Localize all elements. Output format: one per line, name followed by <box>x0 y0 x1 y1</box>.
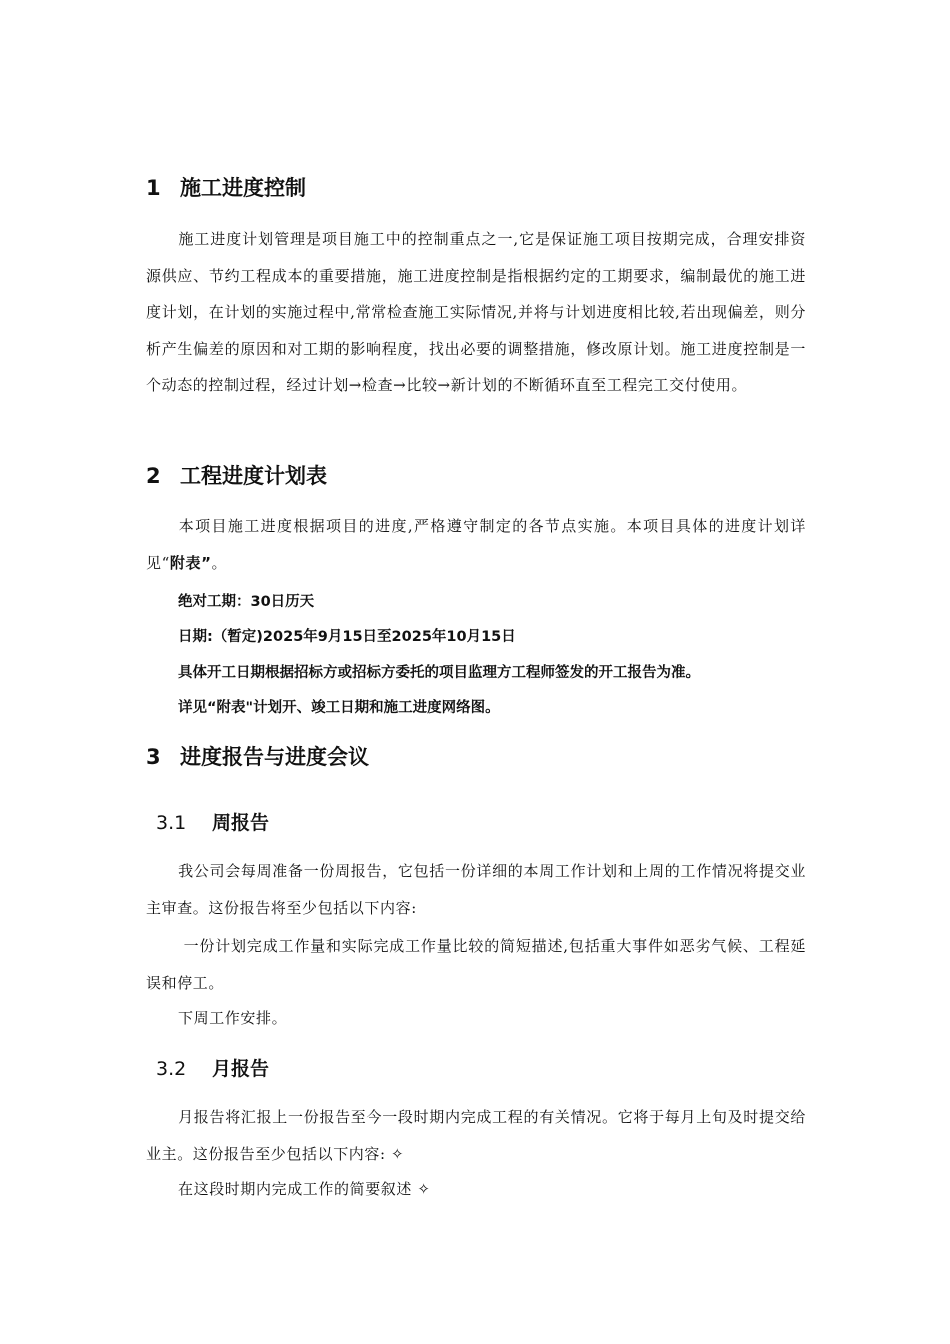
paragraph-text: 下周工作安排。 <box>178 1009 288 1027</box>
section-title: 工程进度计划表 <box>180 464 327 488</box>
section-title: 进度报告与进度会议 <box>180 745 369 769</box>
subsection-heading-3-1 <box>156 808 269 835</box>
paragraph-text: 我公司会每周准备一份周报告，它包括一份详细的本周工作计划和上周的工作情况将提交业主审查。这份报告将至少包括以下内容: <box>146 862 806 917</box>
paragraph-text: 一份计划完成工作量和实际完成工作量比较的简短描述,包括重大事件如恶劣气候、工程延误和停工。 <box>146 937 806 992</box>
paragraph-text: 施工进度计划管理是项目施工中的控制重点之一,它是保证施工项目按期完成，合理安排资源供应、节约工程成本的重要措施，施工进度控制是指根据约定的工期要求，编制最优的施工进度计划，在计划的实施过程中,常常检查施工实际情况,并将与计划进度相比较,若出现偏差，则分析产生偏差的原因和对工期的影响程度，找出必要的调整措施，修改原计划。施工进度控制是一个动态的控制过程，经过计划→检查→比较→新计划的不断循环直至工程完工交付使用。 <box>146 230 806 394</box>
subsection-title: 周报告 <box>212 812 270 834</box>
section-2-paragraph <box>146 508 806 581</box>
section-heading-2 <box>146 460 327 490</box>
section-number: 1 <box>146 176 161 200</box>
paragraph-text: 月报告将汇报上一份报告至今一段时期内完成工程的有关情况。它将于每月上旬及时提交给业主。这份报告至少包括以下内容: ✧ <box>146 1108 806 1163</box>
duration-line: 绝对工期：30日历天 <box>178 594 315 610</box>
date-line: 日期:（暂定)2025年9月15日至2025年10月15日 <box>178 629 516 645</box>
start-date-note: 具体开工日期根据招标方或招标方委托的项目监理方工程师签发的开工报告为准。 <box>178 665 700 681</box>
subsection-heading-3-2 <box>156 1054 269 1081</box>
subsection-title: 月报告 <box>212 1058 270 1080</box>
section-1-paragraph <box>146 221 806 404</box>
monthly-report-paragraph <box>146 1099 806 1172</box>
paragraph-text: 在这段时期内完成工作的简要叙述 ✧ <box>178 1180 431 1198</box>
subsection-number: 3.2 <box>156 1058 187 1080</box>
appendix-reference: 附表” <box>169 553 212 572</box>
subsection-number: 3.1 <box>156 812 187 834</box>
section-number: 2 <box>146 464 161 488</box>
weekly-report-item-2 <box>146 1000 806 1037</box>
paragraph-text: 本项目施工进度根据项目的进度,严格遵守制定的各节点实施。本项目具体的进度计划详见“ <box>146 517 806 572</box>
paragraph-text-end: 。 <box>211 553 228 572</box>
section-heading-3 <box>146 741 369 771</box>
weekly-report-item-1 <box>146 928 806 1001</box>
appendix-note: 详见“附表"计划开、竣工日期和施工进度网络图。 <box>178 700 500 716</box>
section-title: 施工进度控制 <box>180 176 306 200</box>
weekly-report-paragraph <box>146 853 806 926</box>
section-heading-1 <box>146 172 306 202</box>
monthly-report-item-1 <box>146 1171 806 1208</box>
section-number: 3 <box>146 745 161 769</box>
